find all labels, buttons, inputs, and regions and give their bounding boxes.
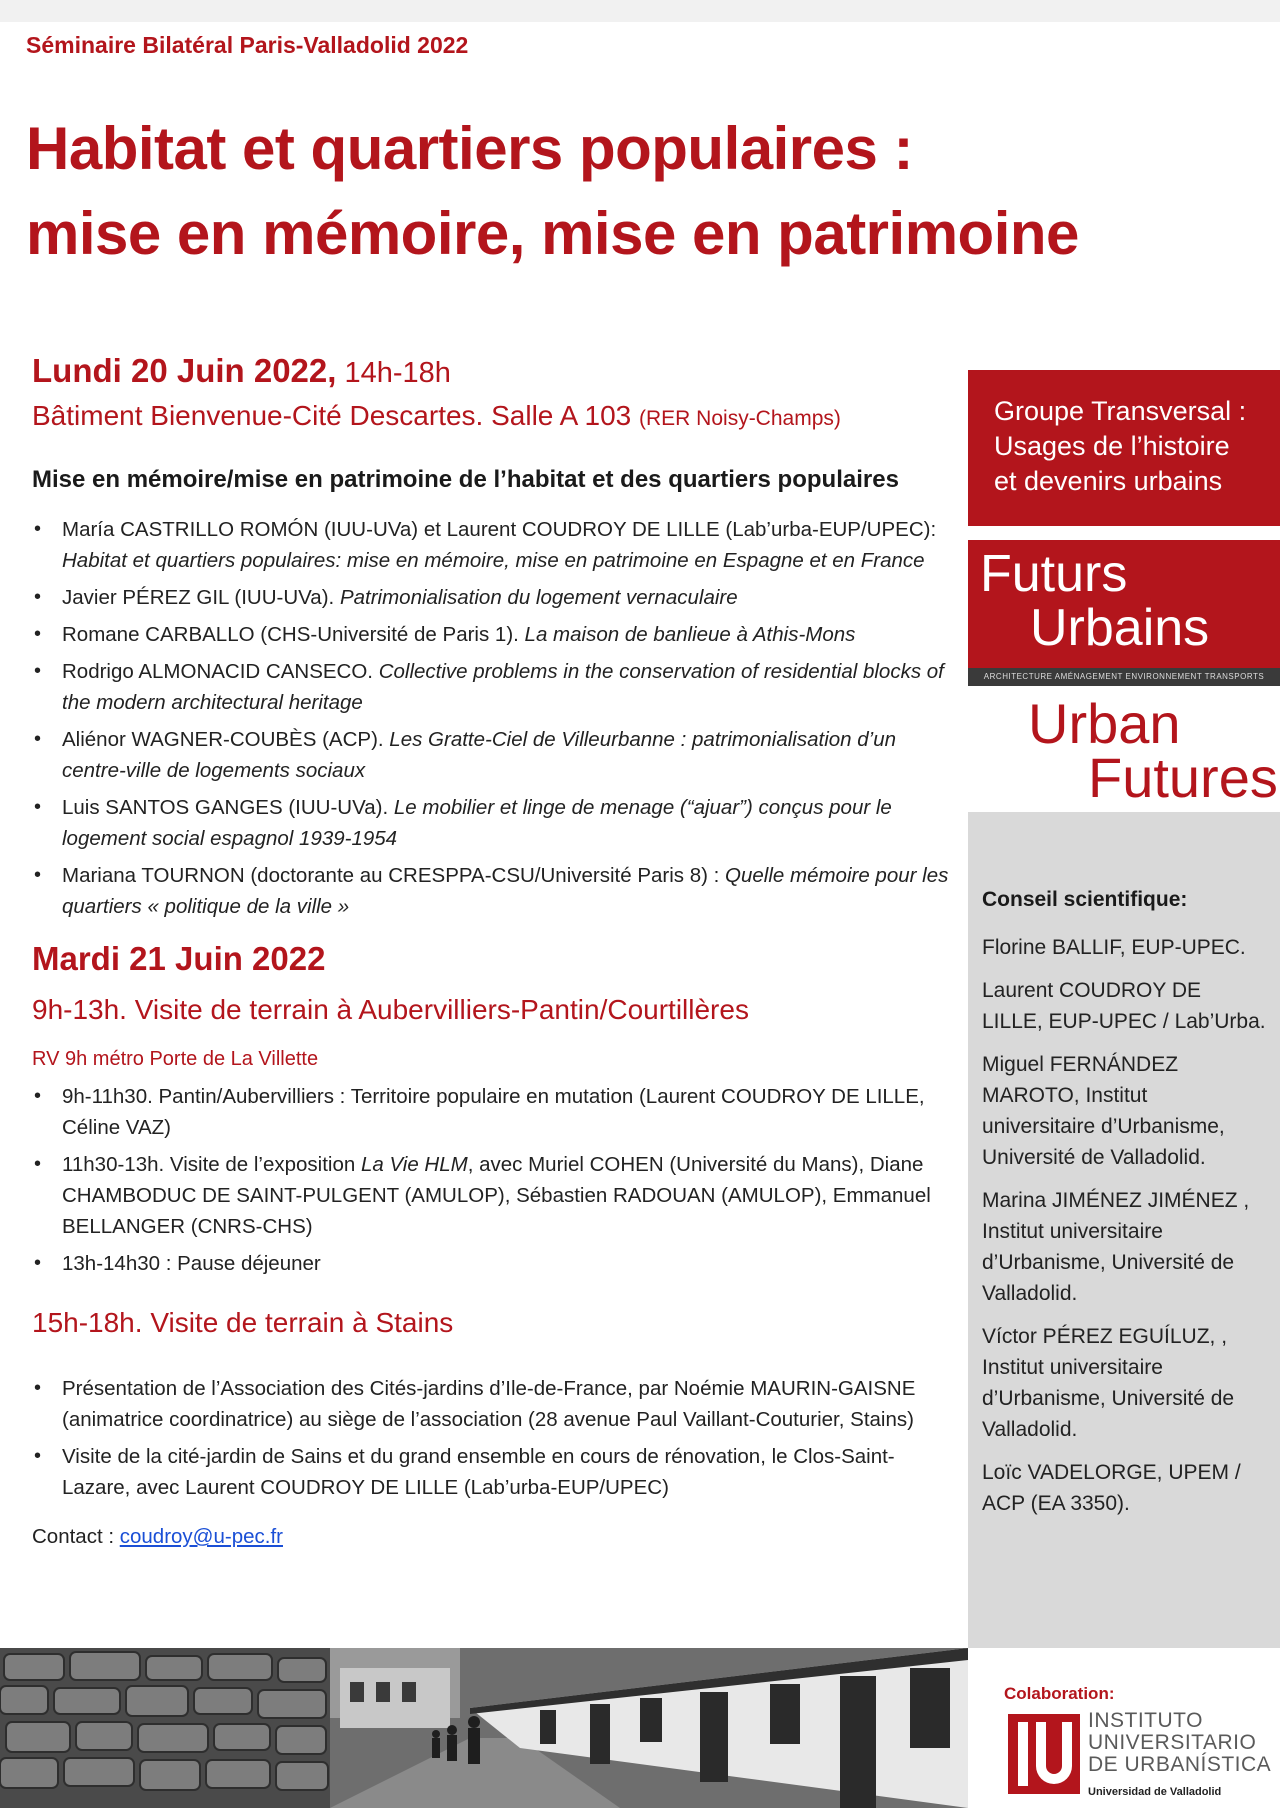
talk-title: Collective problems in the conservation of residential blocks of the modern architectural heritage xyxy=(62,660,944,714)
day2-morning-list xyxy=(32,1081,962,1279)
contact xyxy=(32,1525,962,1549)
day2-visit2: 15h-18h. Visite de terrain à Stains xyxy=(32,1307,454,1338)
talk-speaker: María CASTRILLO ROMÓN (IUU-UVa) et Laurent COUDROY DE LILLE (Lab’urba-EUP/UPEC): xyxy=(62,518,937,541)
council-member: Miguel FERNÁNDEZ MAROTO, Institut universitaire d’Urbanisme, Université de Valladolid. xyxy=(982,1053,1225,1169)
day2-heading: Mardi 21 Juin 2022 xyxy=(32,940,326,977)
day1-talk-list xyxy=(32,514,962,922)
futurs-urbains-logo xyxy=(968,540,1280,686)
street-photo xyxy=(0,1648,968,1808)
seminar-label: Séminaire Bilatéral Paris-Valladolid 2022 xyxy=(26,32,469,58)
contact-email-link[interactable]: coudroy@u-pec.fr xyxy=(119,1525,283,1548)
visit-text: , avec Muriel COHEN (Université du Mans), Diane CHAMBODUC DE SAINT-PULGENT (AMULOP), Sébastien RADOUAN (AMULOP), Emmanuel BELLANGER (CNRS-CHS) xyxy=(62,1153,931,1238)
collab-inst-line2: UNIVERSITARIO xyxy=(1088,1731,1257,1754)
top-band xyxy=(0,0,1280,22)
program-content xyxy=(32,352,962,1549)
council-title: Conseil scientifique: xyxy=(982,888,1188,911)
futurs-logo-line1: Futurs xyxy=(980,545,1128,603)
visit-item: • Présentation de l’Association des Cités-jardins d’Ile-de-France, par Noémie MAURIN-GAISNE (animatrice coordinatrice) au siège de l’association (28 avenue Paul Vaillant-Couturier, Stains) xyxy=(32,1373,962,1435)
talk-item xyxy=(32,792,962,854)
street-photo-image xyxy=(0,1648,968,1808)
talk-speaker: Javier PÉREZ GIL (IUU-UVa). xyxy=(62,586,340,609)
futurs-logo-line2: Urbains xyxy=(1030,599,1210,657)
visit-item xyxy=(32,1081,962,1143)
talk-item xyxy=(32,860,962,922)
day1-heading xyxy=(32,352,962,390)
council-member: Florine BALLIF, EUP-UPEC. xyxy=(982,936,1246,959)
collab-title: Colaboration: xyxy=(1004,1684,1115,1703)
talk-title: Patrimonialisation du logement vernaculaire xyxy=(339,586,738,609)
exhibition-title: La Vie HLM xyxy=(360,1153,468,1176)
visit-text: 13h-14h30 : Pause déjeuner xyxy=(62,1252,321,1275)
talk-item xyxy=(32,656,962,718)
day1-place-note: (RER Noisy-Champs) xyxy=(639,407,841,430)
talk-item xyxy=(32,514,962,576)
council-member: Marina JIMÉNEZ JIMÉNEZ , Institut universitaire d’Urbanisme, Université de Valladolid. xyxy=(982,1189,1250,1305)
urban-logo-line1: Urban xyxy=(1028,692,1181,755)
futurs-logo-strip: ARCHITECTURE AMÉNAGEMENT ENVIRONNEMENT TRANSPORTS xyxy=(968,668,1280,686)
visit-item xyxy=(32,1248,962,1279)
talk-item xyxy=(32,582,962,613)
talk-speaker: Aliénor WAGNER-COUBÈS (ACP). xyxy=(62,728,390,751)
title-line-2: mise en mémoire, mise en patrimoine xyxy=(26,200,1079,267)
urban-logo-line2: Futures xyxy=(1088,746,1278,809)
day2-meeting-point: RV 9h métro Porte de La Villette xyxy=(32,1048,319,1070)
title-line-1: Habitat et quartiers populaires : xyxy=(26,115,914,182)
talk-title: Les Gratte-Ciel de Villeurbanne : patrimonialisation d’un centre-ville de logements sociaux xyxy=(62,728,897,782)
council-member: Laurent COUDROY DE LILLE, EUP-UPEC / Lab’Urba. xyxy=(982,979,1266,1033)
main-title xyxy=(26,106,1206,276)
day1-place xyxy=(32,400,962,432)
day2-visit1: 9h-13h. Visite de terrain à Aubervilliers-Pantin/Courtillères xyxy=(32,994,749,1025)
contact-label: Contact : xyxy=(32,1525,120,1548)
talk-title: Habitat et quartiers populaires: mise en mémoire, mise en patrimoine en Espagne et en France xyxy=(62,549,925,572)
collaboration-logo xyxy=(968,1648,1280,1808)
collab-institute xyxy=(1088,1710,1271,1776)
visit-item xyxy=(32,1149,962,1242)
day1-time: 14h-18h xyxy=(336,357,451,389)
collab-inst-line1: INSTITUTO xyxy=(1088,1709,1203,1732)
talk-title: Quelle mémoire pour les quartiers « politique de la ville » xyxy=(62,864,949,918)
group-box: Groupe Transversal : Usages de l’histoire et devenirs urbains xyxy=(968,370,1280,526)
talk-speaker: Mariana TOURNON (doctorante au CRESPPA-CSU/Université Paris 8) : xyxy=(62,864,726,887)
council-member: Loïc VADELORGE, UPEM / ACP (EA 3350). xyxy=(982,1461,1241,1515)
talk-item xyxy=(32,724,962,786)
talk-title: Le mobilier et linge de menage (“ajuar”) conçus pour le logement social espagnol 1939-1954 xyxy=(62,796,892,850)
talk-title: La maison de banlieue à Athis-Mons xyxy=(524,623,856,646)
talk-item xyxy=(32,619,962,650)
collab-university: Universidad de Valladolid xyxy=(1088,1786,1222,1798)
day1-date: Lundi 20 Juin 2022, xyxy=(32,352,337,389)
iuu-logo-icon xyxy=(1004,1708,1084,1800)
urban-futures-logo xyxy=(968,686,1280,812)
visit-item: • Visite de la cité-jardin de Sains et du grand ensemble en cours de rénovation, le Clos-Saint-Lazare, avec Laurent COUDROY DE LILLE (Lab’urba-EUP/UPEC) xyxy=(32,1441,962,1503)
day2-afternoon-list xyxy=(32,1373,962,1503)
scientific-council xyxy=(968,812,1280,1648)
council-member: Víctor PÉREZ EGUÍLUZ, , Institut universitaire d’Urbanisme, Université de Valladolid. xyxy=(982,1325,1235,1441)
talk-speaker: Romane CARBALLO (CHS-Université de Paris 1). xyxy=(62,623,525,646)
day1-session-title: Mise en mémoire/mise en patrimoine de l’habitat et des quartiers populaires xyxy=(32,466,899,493)
collab-inst-line3: DE URBANÍSTICA xyxy=(1088,1753,1272,1776)
day1-place-text: Bâtiment Bienvenue-Cité Descartes. Salle A 103 xyxy=(32,400,640,431)
visit-text: 11h30-13h. Visite de l’exposition xyxy=(62,1153,361,1176)
visit-text: 9h-11h30. Pantin/Aubervilliers : Territoire populaire en mutation (Laurent COUDROY DE LILLE, Céline VAZ) xyxy=(62,1085,925,1139)
talk-speaker: Rodrigo ALMONACID CANSECO. xyxy=(62,660,379,683)
talk-speaker: Luis SANTOS GANGES (IUU-UVa). xyxy=(62,796,394,819)
